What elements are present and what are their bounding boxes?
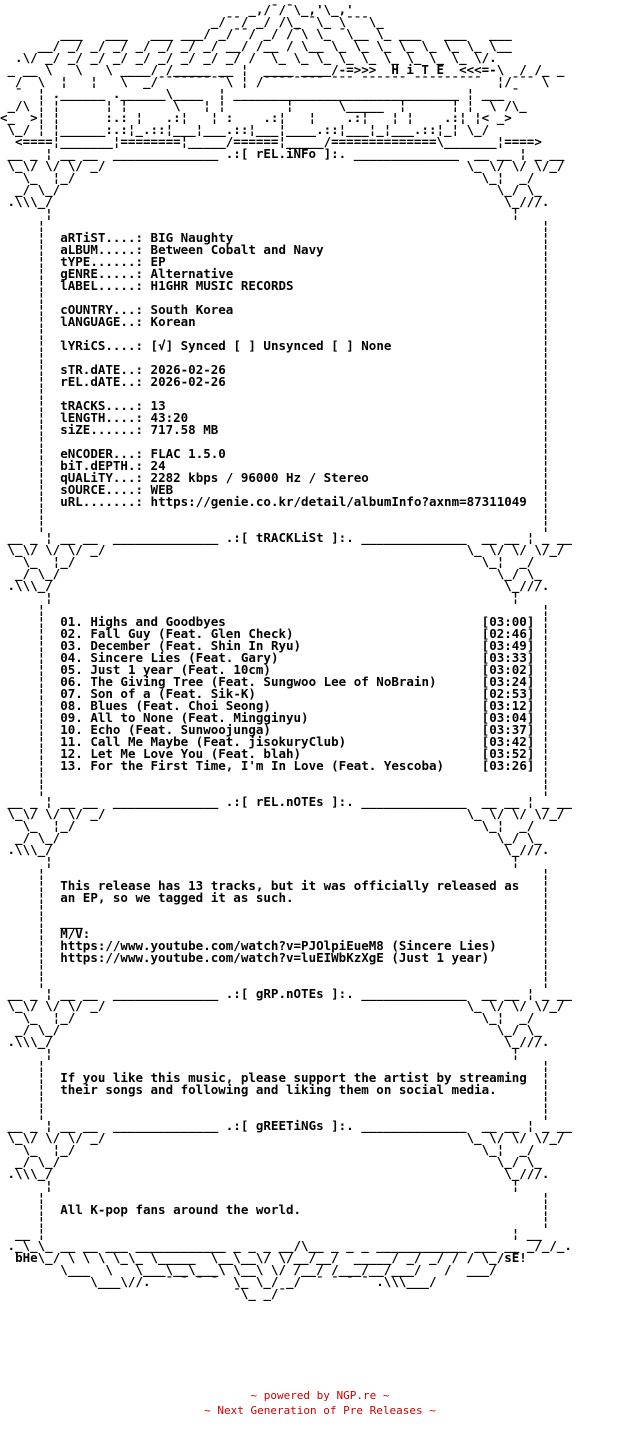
track-duration: [03:12]	[481, 698, 535, 713]
info-value-source: WEB	[150, 482, 174, 497]
track-duration: [03:42]	[481, 734, 535, 749]
track-title: Highs and Goodbyes	[90, 614, 226, 629]
footer-powered-by: ~ powered by NGP.re ~	[250, 1389, 390, 1402]
track-number: 10.	[60, 722, 83, 737]
info-key-source: sOURCE....:	[60, 482, 144, 497]
info-key-album: aLBUM.....:	[60, 242, 144, 257]
info-value-store_date: 2026-02-26	[150, 362, 226, 377]
group-note-line: If you like this music, please support the artist by streaming	[60, 1070, 527, 1085]
track-number: 07.	[60, 686, 83, 701]
track-title: Sincere Lies (Feat. Gary)	[90, 650, 279, 665]
info-key-language: lANGUAGE..:	[60, 314, 144, 329]
track-title: Fall Guy (Feat. Glen Check)	[90, 626, 294, 641]
track-title: Let Me Love You (Feat. blah)	[90, 746, 302, 761]
release-note-line: ___	[60, 914, 83, 929]
track-number: 12.	[60, 746, 83, 761]
info-key-size: siZE......:	[60, 422, 144, 437]
track-duration: [03:24]	[481, 674, 535, 689]
release-note-line: https://www.youtube.com/watch?v=PJOlpiEueM8 (Sincere Lies)	[60, 938, 497, 953]
info-value-language: Korean	[150, 314, 196, 329]
release-note-line: This release has 13 tracks, but it was officially released as	[60, 878, 520, 893]
info-key-length: lENGTH....:	[60, 410, 144, 425]
info-value-type: EP	[150, 254, 166, 269]
info-key-url: uRL.......:	[60, 494, 144, 509]
track-number: 02.	[60, 626, 83, 641]
track-title: Son of a (Feat. Sik-K)	[90, 686, 256, 701]
track-number: 09.	[60, 710, 83, 725]
track-number: 11.	[60, 734, 83, 749]
nfo-document: _,/¯/¯\_,'\_,' _/¯¯/ _/ /\_ ¯\_ \¯¯¯\_ ___ ___ ___ ___/ _/¯¯/ _/ /¯\ \_ ¯\__ \_ ___ ___ ___ __/ _/ _/ _/ _/ _/ _/ _/ __/ /__ / \__ \_ \_ \_ \_ \_ \_ \_ \__ .\/ _/ _/ _/ _/ _/ _/ _/ _/ _/ / \_ \_ \_ \_ \_ \_ \_ \_ \_ \/. _ __ \ \ \ ____/ /_____ __ ¦ ____ ____/-=>>> H i T E <<<=-\ / /_ _ / \ ¦ ¦ \ _/¯¯¯¯¯¯¯¯¯\ ¦ /¯¯¯¯¯¯¯¯ ¯¯¯ ¯¯¯¯¯¯ ¯¯¯¯¯¯¯¯¯ ¦/¯¯¯ \ ¯ ¦ .______ .______\____ ¦ ______________________________ ¦ ___ ¯ _/\ ¦ ¦ ¦ ¦ \ ¦ ¦ ¦ \_____ ¦ ¦ ¦ \ /\_ <_ >¦ ¦ :.: ¦ .:¦ ¦ : .:¦ ¦ .:¦ ¦ ¦ .:¦ ¦< _> \_/ ¦ ¦______:.:¦_.::¦___¦___.::¦___¦____.::¦___¦_¦___.::¦_¦ \_/ <====¦_______¦========¦_____/======¦_____/==============\_______¦====> __ _ ¦ __ __ ______________ .:[ rEL.iNFo ]:. ______________ __ __ ¦ _ __ \_\/ \/ \/ _/ \_ \/ \/ \/_/ \_ ¦_/ \_¦ _/ _/ \_/ \_/ \_ .\\\_/ \_///. ¦ ¦ ¦ ¦ ¦ aRTiST....: BIG Naughty ¦ ¦ aLBUM.....: Between Cobalt and Navy ¦ ¦ tYPE......: EP ¦ ¦ gENRE.....: Alternative ¦ ¦ lABEL.....: H1GHR MUSIC RECORDS ¦ ¦ ¦ ¦ cOUNTRY...: South Korea ¦ ¦ lANGUAGE..: Korean ¦ ¦ ¦ ¦ lYRiCS....: [√] Synced [ ] Unsynced [ ] None ¦ ¦ ¦ ¦ sTR.dATE..: 2026-02-26 ¦ ¦ rEL.dATE..: 2026-02-26 ¦ ¦ ¦ ¦ tRACKS....: 13 ¦ ¦ lENGTH....: 43:20 ¦ ¦ siZE......: 717.58 MB ¦ ¦ ¦ ¦ eNCODER...: FLAC 1.5.0 ¦ ¦ biT.dEPTH.: 24 ¦ ¦ qUALiTY...: 2282 kbps / 96000 Hz / Stereo ¦ ¦ sOURCE....: WEB ¦ ¦ uRL.......: https://genie.co.kr/detail/albumInfo?axnm=87311049 ¦ ¦ ¦ ¦ ¦ __ _ ¦ __ __ ______________ .:[ tRACKLiSt ]:. ______________ __ __ ¦ _ __ \_\/ \/ \/ _/ \_ \/ \/ \/_/ \_ ¦_/ \_¦ _/ _/ \_/ \_/ \_ .\\\_/ \_///. ¦ ¦ ¦ ¦ ¦ 01. Highs and Goodbyes [03:00] ¦ ¦ 02. Fall Guy (Feat. Glen Check) [02:46] ¦ ¦ 03. December (Feat. Shin In Ryu) [03:49] ¦ ¦ 04. Sincere Lies (Feat. Gary) [03:33] ¦ ¦ 05. Just 1 year (Feat. 10cm) [03:02] ¦ ¦ 06. The Giving Tree (Feat. Sungwoo Lee of NoBrain) [03:24] ¦ ¦ 07. Son of a (Feat. Sik-K) [02:53] ¦ ¦ 08. Blues (Feat. Choi Seong) [03:12] ¦ ¦ 09. All to None (Feat. Mingginyu) [03:04] ¦ ¦ 10. Echo (Feat. Sunwoojunga) [03:37] ¦ ¦ 11. Call Me Maybe (Feat. jisokuryClub) [03:42] ¦ ¦ 12. Let Me Love You (Feat. blah) [03:52] ¦ ¦ 13. For the First Time, I'm In Love (Feat. Yescoba) [03:26] ¦ ¦ ¦ ¦ ¦ __ _ ¦ __ __ ______________ .:[ rEL.nOTEs ]:. ______________ __ __ ¦ _ __ \_\/ \/ \/ _/ \_ \/ \/ \/_/ \_ ¦_/ \_¦ _/ _/ \_/ \_/ \_ .\\\_/ \_///. ¦ ¦ ¦ ¦ ¦ This release has 13 tracks, but it was officially released as ¦ ¦ an EP, so we tagged it as such. ¦ ¦ ¦ ¦ ___ ¦ ¦ M/V: ¦ ¦ https://www.youtube.com/watch?v=PJOlpiEueM8 (Sincere Lies) ¦ ¦ https://www.youtube.com/watch?v=luEIWbKzXgE (Just 1 year) ¦ ¦ ¦ ¦ ¦ __ _ ¦ __ __ ______________ .:[ gRP.nOTEs ]:. ______________ __ __ ¦ _ __ \_\/ \/ \/ _/ \_ \/ \/ \/_/ \_ ¦_/ \_¦ _/ _/ \_/ \_/ \_ .\\\_/ \_///. ¦ ¦ ¦ ¦ ¦ If you like this music, please support the artist by streaming ¦ ¦ their songs and following and liking them on social media. ¦ ¦ ¦ ¦ ¦ __ _ ¦ __ __ ______________ .:[ gREETiNGs ]:. ______________ __ __ ¦ _ __ \_\/ \/ \/ _/ \_ \/ \/ \/_/ \_ ¦_/ \_¦ _/ _/ \_/ \_/ \_ .\\\_/ \_///. ¦ ¦ ¦ ¦ ¦ All K-pop fans around the world. ¦ ¦ ¦ __ ¦ ¦ __ ._\_\_ __ __ ___ ____________ _ _ _ __/\__ _ _ _ ____________ ___ __ _/_/_. bHe\_/ \ \ \ \_\_ \_____ \__\__\/ \/__/__/ _____/ _/ _/ / / \_/sE! \___ \ \___\__\___\ \__\ \/ /__/ /___/__/___/ / ___/ \___\//. ¯ ¯ ¯ ¯ \_ \_/ _/ ¯ ¯ ¯ ¯ .\\\___/ ¯\_ _/¯	[0, 2, 572, 1301]
info-value-length: 43:20	[150, 410, 189, 425]
info-key-country: cOUNTRY...:	[60, 302, 144, 317]
info-key-lyrics: lYRiCS....:	[60, 338, 144, 353]
track-duration: [02:53]	[481, 686, 535, 701]
signature-right: sE!	[504, 1250, 527, 1265]
info-key-bit_depth: biT.dEPTH.:	[60, 458, 144, 473]
track-duration: [03:33]	[481, 650, 535, 665]
info-key-quality: qUALiTY...:	[60, 470, 144, 485]
footer-tagline: ~ Next Generation of Pre Releases ~	[204, 1404, 436, 1417]
track-title: December (Feat. Shin In Ryu)	[90, 638, 302, 653]
info-value-label: H1GHR MUSIC RECORDS	[150, 278, 294, 293]
info-value-country: South Korea	[150, 302, 234, 317]
track-duration: [03:52]	[481, 746, 535, 761]
section-greetings: .:[ gREETiNGs ]:.	[225, 1118, 354, 1133]
section-release-notes: .:[ rEL.nOTEs ]:.	[225, 794, 354, 809]
track-title: For the First Time, I'm In Love (Feat. Yescoba)	[90, 758, 445, 773]
info-key-tracks: tRACKS....:	[60, 398, 144, 413]
info-value-url: https://genie.co.kr/detail/albumInfo?axnm=87311049	[150, 494, 527, 509]
info-key-store_date: sTR.dATE..:	[60, 362, 144, 377]
info-value-artist: BIG Naughty	[150, 230, 234, 245]
track-duration: [03:02]	[481, 662, 535, 677]
info-key-encoder: eNCODER...:	[60, 446, 144, 461]
track-title: All to None (Feat. Mingginyu)	[90, 710, 309, 725]
track-title: Blues (Feat. Choi Seong)	[90, 698, 271, 713]
track-title: Echo (Feat. Sunwoojunga)	[90, 722, 271, 737]
section-tracklist: .:[ tRACKLiSt ]:.	[225, 530, 354, 545]
track-title: Call Me Maybe (Feat. jisokuryClub)	[90, 734, 347, 749]
track-number: 01.	[60, 614, 83, 629]
info-value-quality: 2282 kbps / 96000 Hz / Stereo	[150, 470, 369, 485]
release-note-line: https://www.youtube.com/watch?v=luEIWbKzXgE (Just 1 year)	[60, 950, 490, 965]
info-value-size: 717.58 MB	[150, 422, 219, 437]
signature-left: bHe	[15, 1250, 38, 1265]
greeting-line: All K-pop fans around the world.	[60, 1202, 302, 1217]
track-title: The Giving Tree (Feat. Sungwoo Lee of NoBrain)	[90, 674, 437, 689]
info-value-lyrics: [√] Synced [ ] Unsynced [ ] None	[150, 338, 392, 353]
track-number: 06.	[60, 674, 83, 689]
info-key-type: tYPE......:	[60, 254, 144, 269]
info-value-tracks: 13	[150, 398, 166, 413]
track-duration: [03:37]	[481, 722, 535, 737]
info-value-album: Between Cobalt and Navy	[150, 242, 324, 257]
info-key-release_date: rEL.dATE..:	[60, 374, 144, 389]
info-key-genre: gENRE.....:	[60, 266, 144, 281]
track-duration: [03:00]	[481, 614, 535, 629]
info-value-bit_depth: 24	[150, 458, 166, 473]
info-value-release_date: 2026-02-26	[150, 374, 226, 389]
track-number: 13.	[60, 758, 83, 773]
track-duration: [03:49]	[481, 638, 535, 653]
track-number: 08.	[60, 698, 83, 713]
release-note-line: an EP, so we tagged it as such.	[60, 890, 294, 905]
group-note-line: their songs and following and liking them on social media.	[60, 1082, 497, 1097]
track-number: 03.	[60, 638, 83, 653]
track-duration: [03:26]	[481, 758, 535, 773]
release-note-line: M/V:	[60, 926, 91, 941]
info-key-label: lABEL.....:	[60, 278, 144, 293]
track-duration: [03:04]	[481, 710, 535, 725]
info-value-genre: Alternative	[150, 266, 234, 281]
track-title: Just 1 year (Feat. 10cm)	[90, 662, 271, 677]
track-number: 05.	[60, 662, 83, 677]
track-duration: [02:46]	[481, 626, 535, 641]
section-group-notes: .:[ gRP.nOTEs ]:.	[225, 986, 354, 1001]
info-value-encoder: FLAC 1.5.0	[150, 446, 226, 461]
header-ascii-art: _,/¯/¯\_,'\_,' _/¯¯/ _/ /\_ ¯\_ \¯¯¯\_ ___ ___ ___ ___/ _/¯¯/ _/ /¯\ \_ ¯\__ \_ ___ ___ ___ __/ _/ _/ _/ _/ _/ _/ _/ __/ /__ / \__ \_ \_ \_ \_ \_ \_ \_ \__ .\/ _/ _/ _/ _/ _/ _/ _/ _/ _/ / \_ \_ \_ \_ \_ \_ \_ \_ \_ \/. _ __ \ \ \ ____/ /_____ __ ¦ ____ ____/-=>>> H i T E <<<=-\ / /_ _ / \ ¦ ¦ \ _/¯¯¯¯¯¯¯¯¯\ ¦ /¯¯¯¯¯¯¯¯ ¯¯¯ ¯¯¯¯¯¯ ¯¯¯¯¯¯¯¯¯ ¦/¯¯¯ \ ¯ ¦ .______ .______\____ ¦ ______________________________ ¦ ___ ¯ _/\ ¦ ¦ ¦ ¦ \ ¦ ¦ ¦ \_____ ¦ ¦ ¦ \ /\_ <_ >¦ ¦ :.: ¦ .:¦ ¦ : .:¦ ¦ .:¦ ¦ ¦ .:¦ ¦< _> \_/ ¦ ¦______:.:¦_.::¦___¦___.::¦___¦____.::¦___¦_¦___.::¦_¦ \_/ <====¦_______¦========¦_____/======¦_____/==============\_______¦====> __ _ ¦ __ __ ______________ .:[ rEL.iNFo ]:. ______________ __ __ ¦ _ __ \_\/ \/ \/ _/ \_ \/ \/ \/_/ \_ ¦_/ \_¦ _/ _/ \_/ \_/ \_ .\\\_/ \_///. ¦ ¦	[0, 2, 565, 221]
info-key-artist: aRTiST....:	[60, 230, 144, 245]
track-number: 04.	[60, 650, 83, 665]
